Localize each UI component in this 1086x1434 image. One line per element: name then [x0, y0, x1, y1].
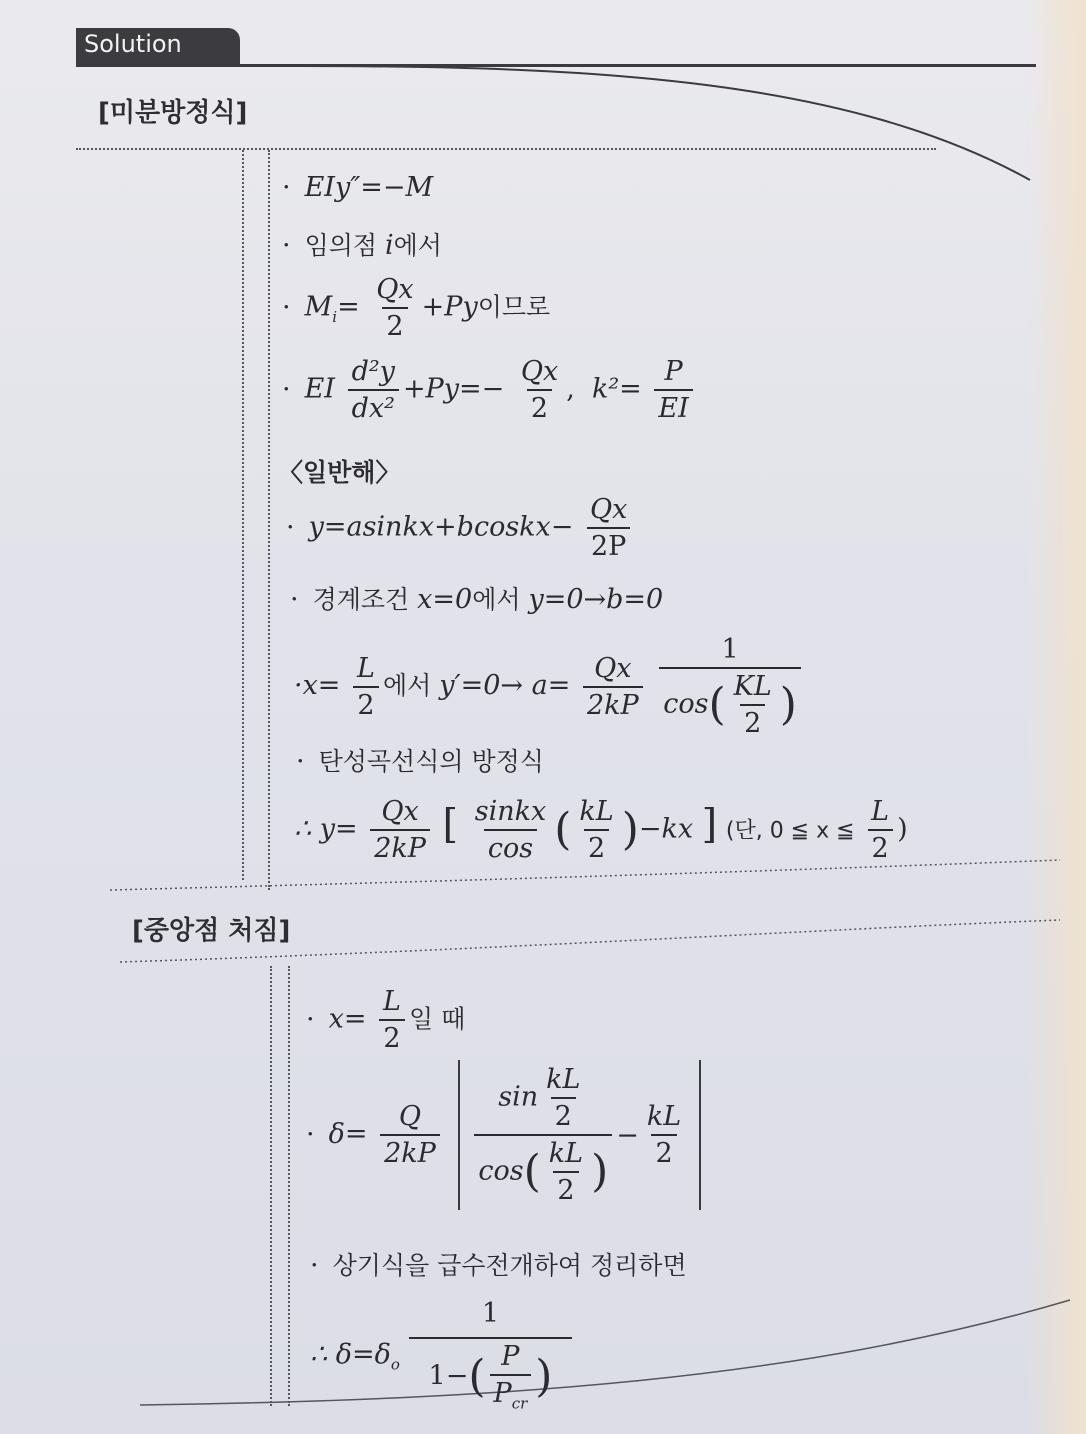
eq-midspan-x: · x= $\frac{L}{2}$ 일 때 — [306, 986, 466, 1054]
eq-elastic-curve: ∴ y= $\frac{Qx}{2kP}$ [ $\frac{\text{sinkx}}{\cos}$ ( $\frac{kL}{2}$ )−kx ] (단, 0 ≦ x ≦ $\frac{L}{2}$ ) — [294, 796, 908, 864]
section-title-midspan-deflection: [중앙점 처짐] — [132, 916, 291, 946]
top-rule — [76, 64, 1036, 67]
section-title-differential-equation: [미분방정식] — [98, 98, 248, 128]
eq-ei-y: · EIy″=−M — [282, 172, 434, 203]
section1-rule — [76, 148, 936, 150]
eq-series-expansion-title: · 상기식을 급수전개하여 정리하면 — [310, 1250, 687, 1281]
eq-differential: · EI $\frac{\text{d²y}}{\text{dx²}}$ +Py=− $\frac{Qx}{2}$ , k²= $\frac{P}{EI}$ — [282, 358, 697, 422]
eq-boundary-condition: · 경계조건 x=0에서 y=0→b=0 — [290, 584, 664, 615]
section2-divider-left — [270, 966, 272, 1406]
general-solution-title: 〈일반해〉 — [278, 458, 401, 487]
eq-moment: · $M_i=$ $\frac{Qx}{2}$ +Py이므로 — [282, 274, 551, 342]
section1-divider-left — [242, 150, 244, 880]
section1-divider-right — [268, 150, 270, 890]
solution-label: Solution — [84, 30, 182, 58]
eq-amplification: ∴ $\delta=\delta_o$ 1 1−( $\frac{P}{P_{cr}}$ ) — [310, 1300, 576, 1411]
eq-delta: · δ= $\frac{Q}{2kP}$ sin $\frac{kL}{2}$ cos( $\frac{kL}{2}$ ) − $\frac{kL}{2}$ — [306, 1060, 701, 1210]
eq-general-solution: · y=asinkx+bcoskx− $\frac{Qx}{2P}$ — [286, 496, 635, 560]
eq-a-coefficient: ·x= $\frac{L}{2}$ 에서 y′=0→ a= $\frac{Qx}{2kP}$ 1 cos( $\frac{KL}{2}$ ) — [294, 636, 805, 737]
section2-divider-right — [288, 966, 290, 1406]
eq-elastic-curve-title: · 탄성곡선식의 방정식 — [296, 746, 544, 777]
eq-arbitrary-point: · 임의점 i에서 — [282, 230, 442, 261]
